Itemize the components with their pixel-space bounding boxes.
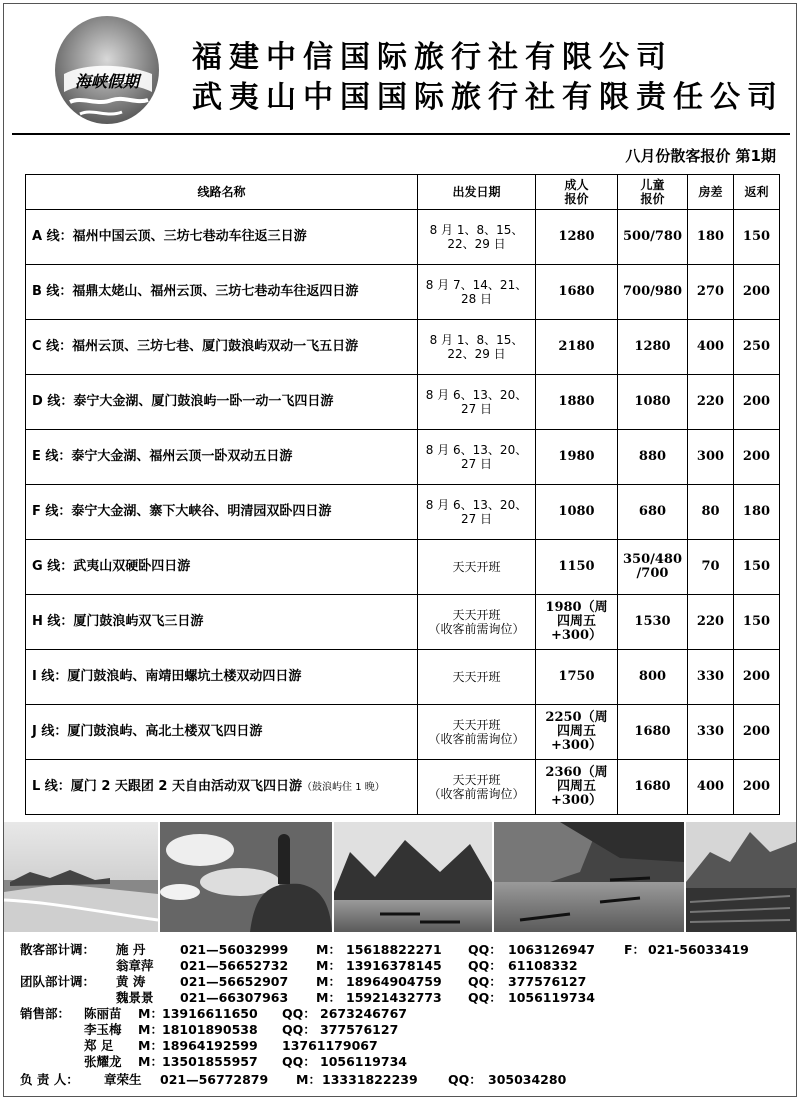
rebate-cell-text: 200 (742, 724, 771, 739)
contact-qq: 377576127 (320, 1022, 399, 1037)
col-rebate: 返利 (734, 175, 780, 210)
child-price-cell-text: 700/980 (622, 284, 683, 299)
dates-cell-text: 天天开班 (452, 670, 501, 684)
contact-mobile: 15618822271 (346, 942, 442, 957)
room-diff-cell-text: 220 (696, 394, 725, 409)
room-diff-cell (688, 485, 734, 540)
dates-cell-text: 8 月 1、8、15、 22、29 日 (429, 333, 524, 361)
rebate-cell-text: 200 (742, 449, 771, 464)
col-room: 房差 (688, 175, 734, 210)
contact-row (20, 1022, 790, 1038)
rebate-cell-text: 150 (742, 614, 771, 629)
room-diff-cell-text: 330 (696, 669, 725, 684)
rebate-cell (734, 760, 780, 815)
child-price-cell (618, 430, 688, 485)
route-cell (26, 485, 418, 540)
col-child: 儿童 报价 (618, 175, 688, 210)
room-diff-cell-text: 300 (696, 449, 725, 464)
child-price-cell (618, 650, 688, 705)
rebate-cell-text: 150 (742, 559, 771, 574)
fax-label: F： (624, 942, 646, 957)
scenery-photos (0, 822, 800, 934)
dates-cell (418, 320, 536, 375)
contact-name: 魏景景 (116, 990, 154, 1005)
room-diff-cell-text: 270 (696, 284, 725, 299)
mobile-label: M： (138, 1038, 163, 1053)
photo-statue (160, 822, 332, 932)
room-diff-cell-text: 400 (696, 339, 725, 354)
rebate-cell (734, 430, 780, 485)
dept-label: 负 责 人： (20, 1072, 79, 1087)
room-diff-cell (688, 265, 734, 320)
dates-cell-text: 8 月 7、14、21、 28 日 (425, 278, 528, 306)
route-note: （鼓浪屿住 1 晚） (302, 781, 385, 793)
mobile-label: M： (296, 1072, 321, 1087)
adult-price-cell (536, 265, 618, 320)
company-logo (52, 14, 162, 126)
col-adult: 成人 报价 (536, 175, 618, 210)
route-cell (26, 540, 418, 595)
route-cell-text: D 线：泰宁大金湖、厦门鼓浪屿一卧一动一飞四日游 (32, 394, 334, 409)
dates-cell (418, 705, 536, 760)
room-diff-cell (688, 320, 734, 375)
rebate-cell (734, 265, 780, 320)
contact-row (20, 1038, 790, 1054)
photo-tea-garden (686, 822, 796, 932)
mobile-label: M： (316, 958, 341, 973)
rebate-cell (734, 705, 780, 760)
room-diff-cell (688, 760, 734, 815)
contact-phone: 021—56652907 (180, 974, 289, 989)
rebate-cell-text: 180 (742, 504, 771, 519)
qq-label: QQ： (468, 942, 502, 957)
dates-cell (418, 485, 536, 540)
contact-qq: 1056119734 (320, 1054, 407, 1069)
adult-price-cell (536, 760, 618, 815)
contact-mobile: 18101890538 (162, 1022, 258, 1037)
contact-phone: 021—56772879 (160, 1072, 269, 1087)
table-row (26, 210, 780, 265)
contact-mobile: 18964192599 (162, 1038, 258, 1053)
room-diff-cell-text: 400 (696, 779, 725, 794)
photo-mountains (334, 822, 492, 932)
contact-mobile: 13501855957 (162, 1054, 258, 1069)
rebate-cell-text: 250 (742, 339, 771, 354)
room-diff-cell-text: 220 (696, 614, 725, 629)
route-cell-text: B 线：福鼎太姥山、福州云顶、三坊七巷动车往返四日游 (32, 284, 359, 299)
dates-cell (418, 760, 536, 815)
route-cell (26, 430, 418, 485)
mobile-label: M： (316, 942, 341, 957)
adult-price-cell-text: 2360（周 四周五 +300） (545, 765, 608, 808)
contact-row (20, 1072, 790, 1088)
contact-qq: 377576127 (508, 974, 587, 989)
price-list-title: 八月份散客报价 第1期 (625, 147, 776, 165)
adult-price-cell (536, 320, 618, 375)
child-price-cell-text: 800 (638, 669, 667, 684)
table-row (26, 760, 780, 815)
contact-name: 章荣生 (104, 1072, 142, 1087)
dates-cell (418, 265, 536, 320)
adult-price-cell (536, 705, 618, 760)
child-price-cell (618, 320, 688, 375)
table-row (26, 705, 780, 760)
price-table (25, 174, 780, 815)
table-row (26, 595, 780, 650)
adult-price-cell-text: 1880 (558, 394, 595, 409)
dates-cell-text: 8 月 6、13、20、 27 日 (425, 443, 528, 471)
room-diff-cell (688, 375, 734, 430)
rebate-cell (734, 485, 780, 540)
qq-label: QQ： (282, 1022, 316, 1037)
adult-price-cell (536, 540, 618, 595)
adult-price-cell-text: 1280 (558, 229, 595, 244)
contact-mobile: 18964904759 (346, 974, 442, 989)
route-cell (26, 375, 418, 430)
contact-mobile: 13916611650 (162, 1006, 258, 1021)
qq-label: QQ： (282, 1006, 316, 1021)
dates-cell-text: 天天开班 （收客前需询位） (428, 608, 525, 636)
contact-mobile: 13331822239 (322, 1072, 418, 1087)
table-row (26, 265, 780, 320)
route-cell (26, 650, 418, 705)
adult-price-cell-text: 1980（周 四周五 +300） (545, 600, 608, 643)
room-diff-cell (688, 650, 734, 705)
adult-price-cell-text: 1980 (558, 449, 595, 464)
adult-price-cell (536, 650, 618, 705)
room-diff-cell-text: 180 (696, 229, 725, 244)
child-price-cell-text: 1680 (634, 779, 671, 794)
rebate-cell-text: 150 (742, 229, 771, 244)
adult-price-cell-text: 2250（周 四周五 +300） (545, 710, 608, 753)
contact-mobile: 15921432773 (346, 990, 442, 1005)
header-divider (12, 133, 790, 135)
qq-label: QQ： (468, 958, 502, 973)
route-cell-text: G 线：武夷山双硬卧四日游 (32, 559, 191, 574)
contact-fax: 021-56033419 (648, 942, 749, 957)
contact-phone: 021—66307963 (180, 990, 289, 1005)
child-price-cell-text: 1530 (634, 614, 671, 629)
dept-label: 散客部计调： (20, 942, 96, 957)
contact-qq: 1056119734 (508, 990, 595, 1005)
child-price-cell-text: 1280 (634, 339, 671, 354)
route-cell (26, 265, 418, 320)
mobile-label: M： (138, 1054, 163, 1069)
contact-qq: 2673246767 (320, 1006, 407, 1021)
dept-label: 团队部计调： (20, 974, 96, 989)
adult-price-cell (536, 210, 618, 265)
contact-qq: 61108332 (508, 958, 578, 973)
col-route: 线路名称 (26, 175, 418, 210)
table-row (26, 650, 780, 705)
child-price-cell-text: 1080 (634, 394, 671, 409)
qq-label: QQ： (448, 1072, 482, 1087)
room-diff-cell-text: 330 (696, 724, 725, 739)
company-name-1: 福建中信国际旅行社有限公司 (192, 40, 673, 75)
child-price-cell (618, 595, 688, 650)
mobile-label: M： (138, 1022, 163, 1037)
dates-cell (418, 650, 536, 705)
table-row (26, 375, 780, 430)
room-diff-cell (688, 595, 734, 650)
qq-label: QQ： (282, 1054, 316, 1069)
route-cell (26, 595, 418, 650)
company-name-2: 武夷山中国国际旅行社有限责任公司 (192, 80, 784, 115)
dates-cell (418, 430, 536, 485)
contact-mobile: 13916378145 (346, 958, 442, 973)
contact-phone: 021—56652732 (180, 958, 289, 973)
route-cell (26, 705, 418, 760)
rebate-cell-text: 200 (742, 779, 771, 794)
dates-cell (418, 595, 536, 650)
route-cell (26, 210, 418, 265)
dates-cell-text: 8 月 6、13、20、 27 日 (425, 498, 528, 526)
dates-cell (418, 540, 536, 595)
rebate-cell-text: 200 (742, 669, 771, 684)
contact-phone: 021—56032999 (180, 942, 289, 957)
table-row (26, 540, 780, 595)
dates-cell-text: 天天开班 （收客前需询位） (428, 773, 525, 801)
child-price-cell (618, 375, 688, 430)
child-price-cell (618, 705, 688, 760)
child-price-cell-text: 880 (638, 449, 667, 464)
contact-row (20, 942, 790, 958)
contact-name: 张耀龙 (84, 1054, 122, 1069)
route-cell (26, 760, 418, 815)
route-cell-text: H 线：厦门鼓浪屿双飞三日游 (32, 614, 204, 629)
contact-row (20, 1054, 790, 1070)
photo-rafting (494, 822, 684, 932)
contact-row (20, 990, 790, 1006)
mobile-label: M： (316, 990, 341, 1005)
dates-cell (418, 375, 536, 430)
rebate-cell (734, 650, 780, 705)
route-cell-text: J 线：厦门鼓浪屿、高北土楼双飞四日游 (32, 724, 263, 739)
child-price-cell-text: 500/780 (622, 229, 683, 244)
contact-row (20, 1006, 790, 1022)
room-diff-cell-text: 70 (701, 559, 720, 574)
child-price-cell (618, 265, 688, 320)
adult-price-cell-text: 1080 (558, 504, 595, 519)
contact-extra-phone: 13761179067 (282, 1038, 378, 1053)
mobile-label: M： (316, 974, 341, 989)
mobile-label: M： (138, 1006, 163, 1021)
route-cell-text: F 线：泰宁大金湖、寨下大峡谷、明清园双卧四日游 (32, 504, 332, 519)
rebate-cell-text: 200 (742, 394, 771, 409)
qq-label: QQ： (468, 974, 502, 989)
route-cell-text: C 线：福州云顶、三坊七巷、厦门鼓浪屿双动一飞五日游 (32, 339, 359, 354)
contact-qq: 305034280 (488, 1072, 567, 1087)
child-price-cell-text: 350/480 /700 (622, 552, 683, 581)
adult-price-cell-text: 1150 (558, 559, 595, 574)
rebate-cell-text: 200 (742, 284, 771, 299)
adult-price-cell-text: 2180 (558, 339, 595, 354)
contact-row (20, 974, 790, 990)
dates-cell-text: 8 月 1、8、15、 22、29 日 (429, 223, 524, 251)
logo-text: 海峡假期 (74, 72, 140, 91)
adult-price-cell-text: 1750 (558, 669, 595, 684)
rebate-cell (734, 320, 780, 375)
rebate-cell (734, 595, 780, 650)
child-price-cell (618, 540, 688, 595)
room-diff-cell (688, 210, 734, 265)
table-row (26, 485, 780, 540)
room-diff-cell (688, 430, 734, 485)
child-price-cell (618, 760, 688, 815)
photo-beach (4, 822, 158, 932)
route-cell-text: A 线：福州中国云顶、三坊七巷动车往返三日游 (32, 229, 307, 244)
table-header-row (26, 175, 780, 210)
route-cell-text: L 线：厦门 2 天跟团 2 天自由活动双飞四日游 (32, 778, 303, 794)
contact-name: 翁章萍 (116, 958, 154, 973)
table-row (26, 430, 780, 485)
contact-section (20, 942, 790, 1088)
room-diff-cell (688, 540, 734, 595)
col-dates: 出发日期 (418, 175, 536, 210)
child-price-cell-text: 1680 (634, 724, 671, 739)
room-diff-cell-text: 80 (701, 504, 720, 519)
adult-price-cell (536, 595, 618, 650)
dates-cell-text: 8 月 6、13、20、 27 日 (425, 388, 528, 416)
qq-label: QQ： (468, 990, 502, 1005)
contact-qq: 1063126947 (508, 942, 595, 957)
room-diff-cell (688, 705, 734, 760)
dept-label: 销售部： (20, 1006, 71, 1021)
route-cell-text: E 线：泰宁大金湖、福州云顶一卧双动五日游 (32, 449, 293, 464)
child-price-cell (618, 485, 688, 540)
contact-name: 郑 足 (84, 1038, 114, 1053)
adult-price-cell-text: 1680 (558, 284, 595, 299)
contact-name: 李玉梅 (84, 1022, 122, 1037)
dates-cell (418, 210, 536, 265)
contact-name: 施 丹 (116, 942, 146, 957)
dates-cell-text: 天天开班 (452, 560, 501, 574)
rebate-cell (734, 375, 780, 430)
contact-name: 黄 涛 (116, 974, 146, 989)
rebate-cell (734, 210, 780, 265)
child-price-cell-text: 680 (638, 504, 667, 519)
route-cell (26, 320, 418, 375)
adult-price-cell (536, 430, 618, 485)
route-cell-text: I 线：厦门鼓浪屿、南靖田螺坑土楼双动四日游 (32, 669, 302, 684)
table-row (26, 320, 780, 375)
contact-row (20, 958, 790, 974)
rebate-cell (734, 540, 780, 595)
contact-name: 陈丽苗 (84, 1006, 122, 1021)
child-price-cell (618, 210, 688, 265)
dates-cell-text: 天天开班 （收客前需询位） (428, 718, 525, 746)
adult-price-cell (536, 485, 618, 540)
adult-price-cell (536, 375, 618, 430)
